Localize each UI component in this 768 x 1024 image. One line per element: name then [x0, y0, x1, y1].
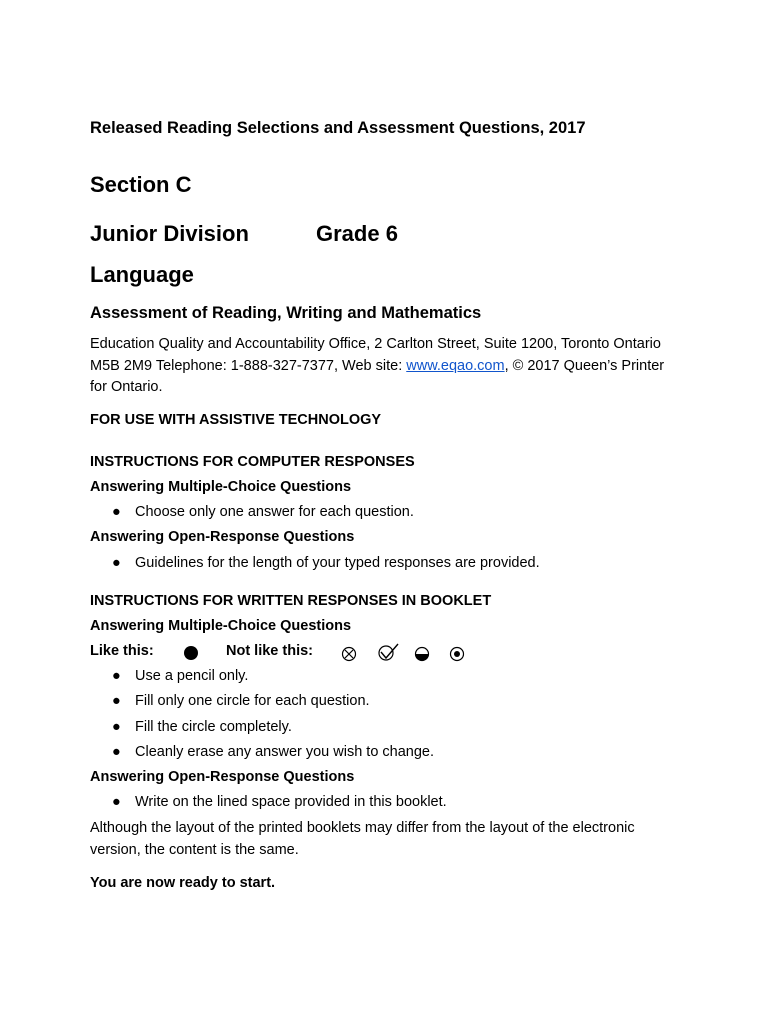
list-item-text: Fill the circle completely.: [135, 719, 292, 735]
list-item-text: Guidelines for the length of your typed responses are provided.: [135, 555, 540, 571]
section-heading: Section C: [90, 172, 192, 197]
bullet-icon: ●: [112, 668, 121, 684]
bullet-icon: ●: [112, 719, 121, 735]
publisher-text: Education Quality and Accountability Office, 2 Carlton Street, Suite 1200, Toronto Ontario M5B 2M9 Telephone: 1-888-327-7377, Web site:: [90, 336, 661, 374]
written-or-heading: Answering Open-Response Questions: [90, 769, 355, 785]
publisher-copyright: , © 2017 Queen’s Printer for Ontario.: [90, 357, 665, 395]
written-mc-heading: Answering Multiple-Choice Questions: [90, 618, 352, 634]
crossed-circle-icon: [341, 646, 357, 662]
division-label: Junior Division: [90, 221, 249, 246]
computer-mc-heading: Answering Multiple-Choice Questions: [90, 479, 352, 495]
not-like-this-label: Not like this:: [226, 643, 314, 659]
bullet-icon: ●: [112, 744, 121, 760]
bullet-icon: ●: [112, 555, 121, 571]
publisher-info: [90, 334, 665, 399]
list-item-text: Cleanly erase any answer you wish to change.: [135, 744, 435, 760]
half-filled-circle-icon: [414, 646, 430, 662]
bullet-icon: ●: [112, 504, 121, 520]
assessment-heading: Assessment of Reading, Writing and Mathematics: [90, 304, 482, 322]
computer-or-heading: Answering Open-Response Questions: [90, 529, 355, 545]
layout-note: Although the layout of the printed booklets may differ from the layout of the electronic version, the content is the same.: [90, 820, 635, 858]
list-item-text: Write on the lined space provided in this booklet.: [135, 794, 447, 810]
bullet-icon: ●: [112, 794, 121, 810]
eqao-website-link[interactable]: www.eqao.com: [406, 357, 505, 374]
grade-label: Grade 6: [316, 221, 398, 246]
list-item-text: Choose only one answer for each question.: [135, 504, 414, 520]
answer-examples-row: [90, 643, 314, 659]
list-item-text: Fill only one circle for each question.: [135, 693, 370, 709]
division-heading: [90, 221, 398, 247]
dot-circle-icon: [449, 646, 465, 662]
computer-instructions-heading: INSTRUCTIONS FOR COMPUTER RESPONSES: [90, 454, 415, 470]
like-this-label: Like this:: [90, 643, 154, 659]
assistive-tech-note: FOR USE WITH ASSISTIVE TECHNOLOGY: [90, 412, 382, 428]
document-title: Released Reading Selections and Assessment Questions, 2017: [90, 119, 586, 137]
subject-heading: Language: [90, 262, 194, 287]
filled-circle-icon: [183, 645, 199, 661]
ready-to-start-text: You are now ready to start.: [90, 875, 276, 891]
written-instructions-heading: INSTRUCTIONS FOR WRITTEN RESPONSES IN BOOKLET: [90, 593, 492, 609]
checkmark-circle-icon: [377, 642, 401, 662]
list-item-text: Use a pencil only.: [135, 668, 249, 684]
bullet-icon: ●: [112, 693, 121, 709]
